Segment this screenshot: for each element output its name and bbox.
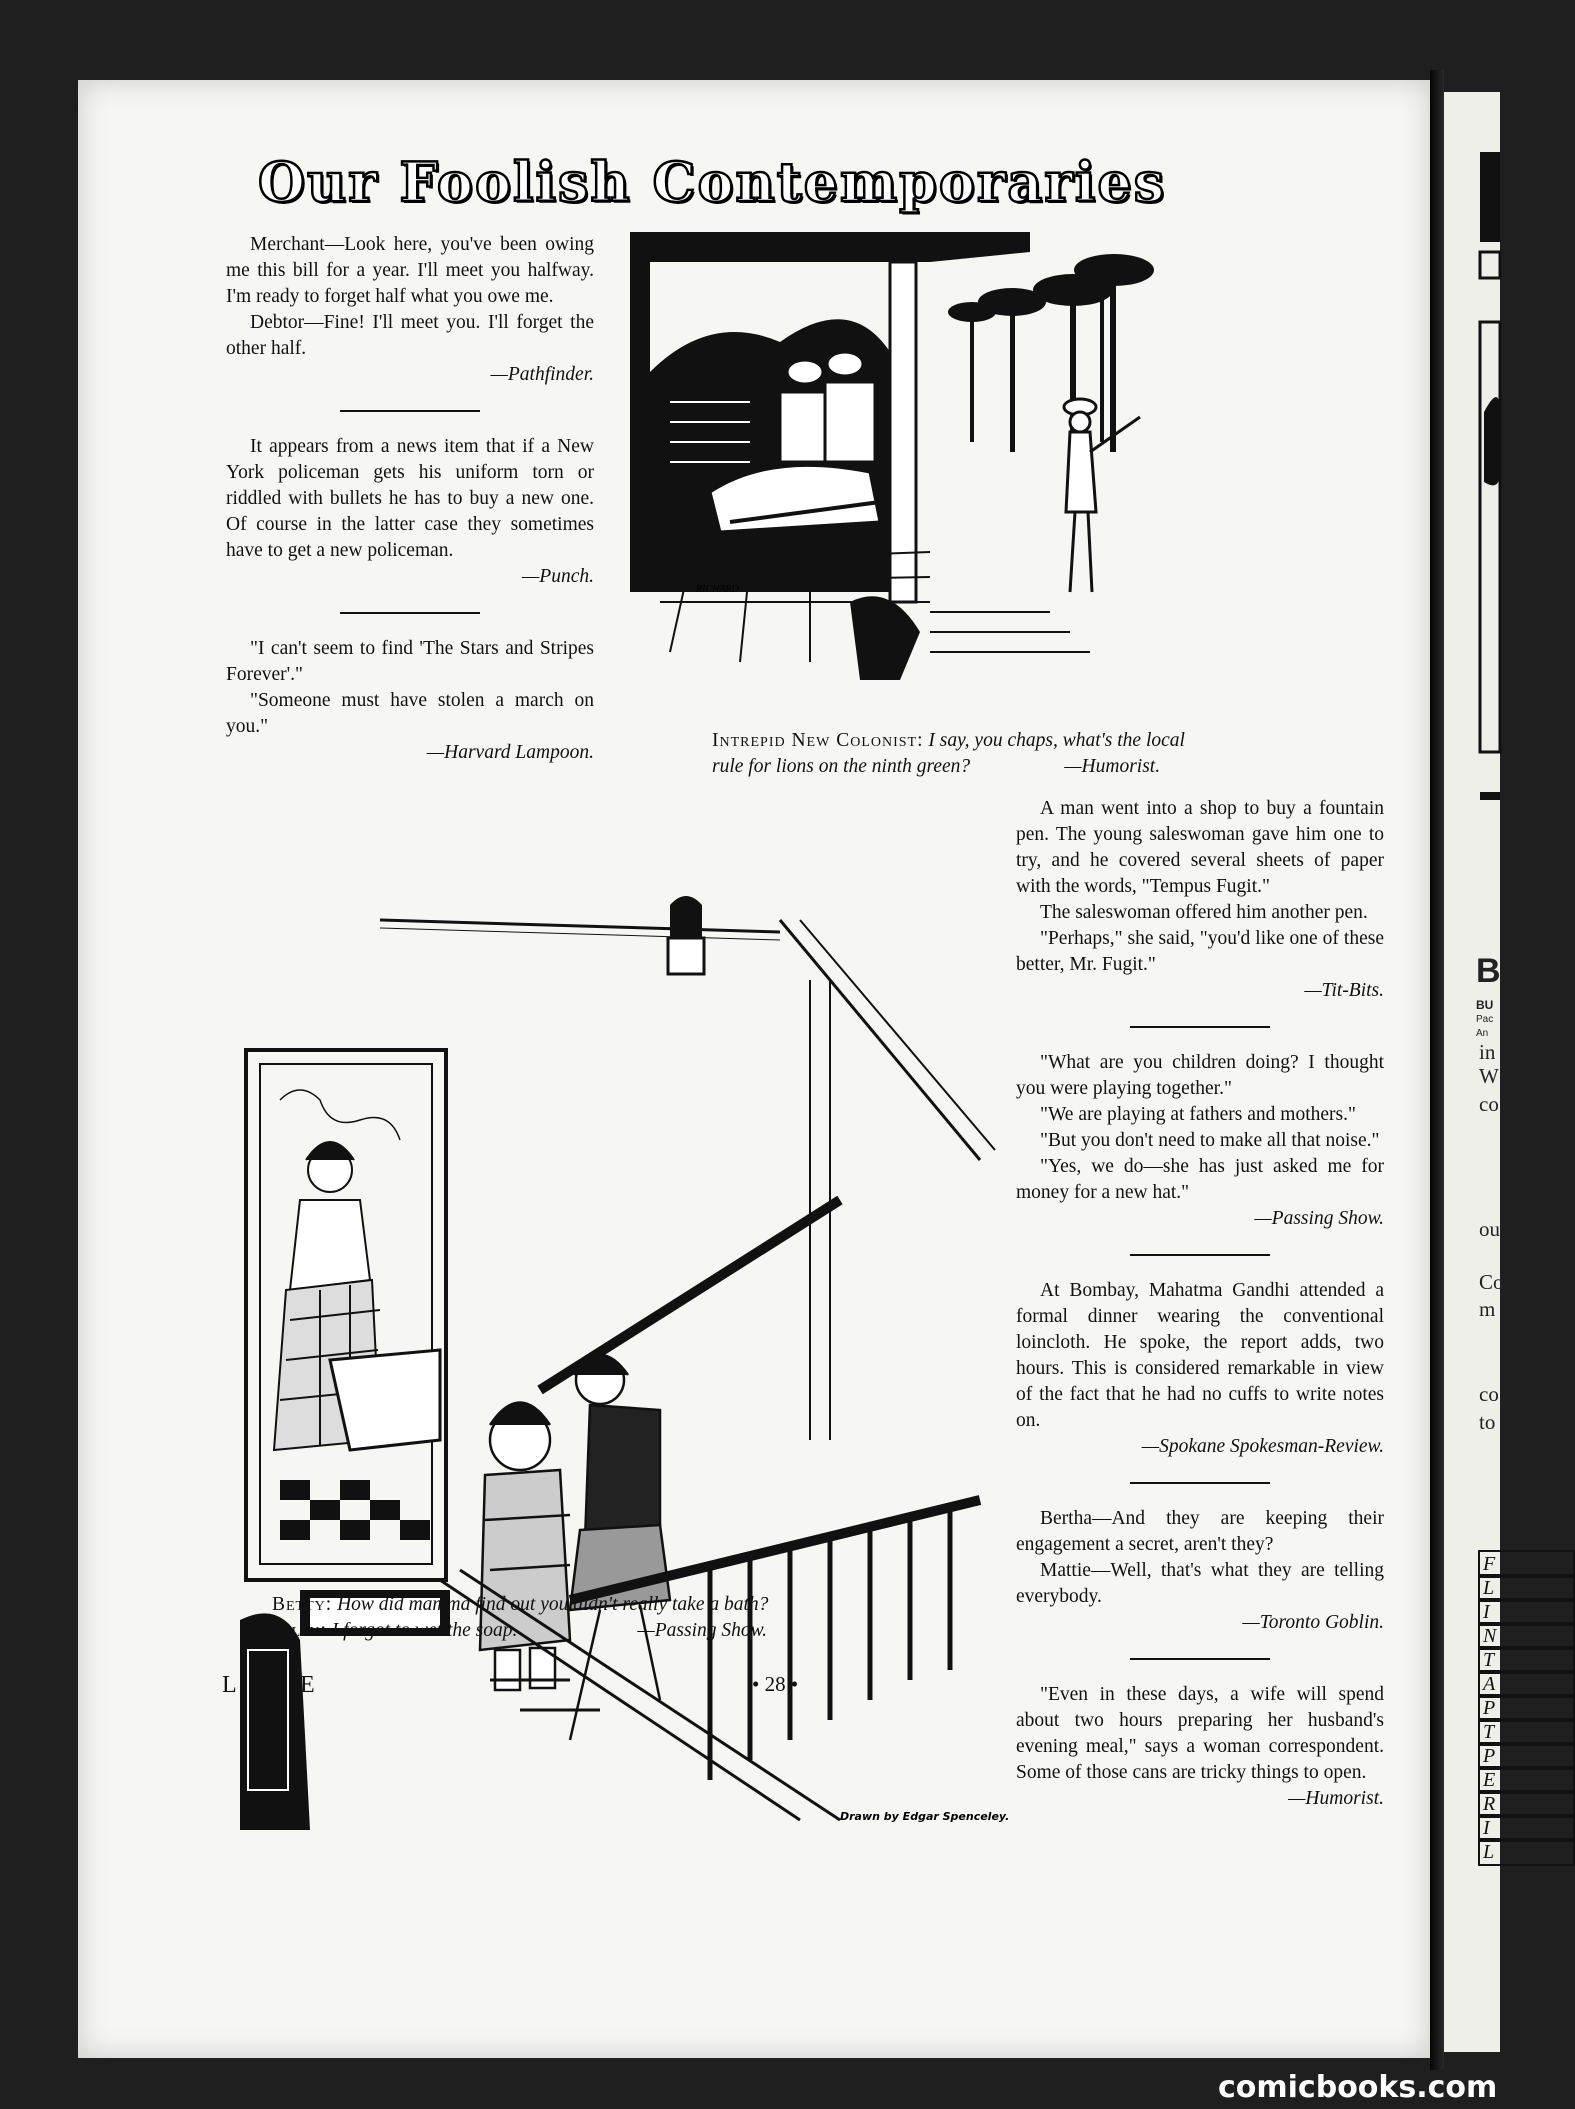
bath-drawing: [240, 880, 1010, 1830]
joke-paragraph: Mattie—Well, that's what they are telling everybody.: [1016, 1560, 1384, 1607]
facing-letter: BU: [1476, 998, 1494, 1012]
caption-text: I forgot to wet the soap.: [331, 1620, 518, 1641]
joke-paragraph: Bertha—And they are keeping their engagement a secret, aren't they?: [1016, 1508, 1384, 1555]
joke-paragraph: "Someone must have stolen a march on you.": [226, 690, 594, 737]
caption-text: I say, you chaps, what's the local: [928, 730, 1185, 751]
facing-box-letter: A: [1478, 1670, 1575, 1698]
joke-paragraph: "Even in these days, a wife will spend about two hours preparing her husband's evening meal," says a woman correspondent. Some of those cans are tricky things to open.: [1016, 1684, 1384, 1783]
facing-box-letter: I: [1478, 1598, 1575, 1626]
divider: [340, 612, 480, 614]
facing-letter: Pac: [1476, 1014, 1494, 1025]
joke-paragraph: A man went into a shop to buy a fountain pen. The young saleswoman gave him one to try, and he covered several sheets of paper with the words, "Tempus Fugit.": [1016, 798, 1384, 897]
page-title: Our Foolish Contemporaries: [258, 150, 1167, 214]
divider: [1130, 1026, 1270, 1028]
joke-tit-bits: [1016, 796, 1384, 1004]
divider: [1130, 1658, 1270, 1660]
joke-paragraph: Debtor—Fine! I'll meet you. I'll forget the other half.: [226, 312, 594, 359]
caption-speaker: Intrepid New Colonist:: [712, 730, 924, 751]
facing-letter: co: [1479, 1092, 1499, 1116]
facing-box-letter: T: [1478, 1646, 1575, 1674]
joke-source: —Pathfinder.: [490, 364, 594, 385]
facing-box-letter: I: [1478, 1814, 1575, 1842]
caption-source: —Passing Show.: [637, 1620, 768, 1641]
joke-paragraph: Merchant—Look here, you've been owing me this bill for a year. I'll meet you halfway. I'm ready to forget half what you owe me.: [226, 234, 594, 307]
joke-source: —Tit-Bits.: [1304, 980, 1384, 1001]
joke-source: —Punch.: [521, 566, 594, 587]
joke-paragraph: It appears from a news item that if a New York policeman gets his uniform torn or riddled with bullets he has to buy a new one. Of course in the latter case they sometimes have to get a new policeman.: [226, 436, 594, 561]
magazine-name: LIFE: [222, 1672, 329, 1698]
divider: [1130, 1254, 1270, 1256]
cartoon-caption-colonists: [712, 728, 1312, 780]
joke-pathfinder: [226, 232, 594, 388]
joke-source: —Harvard Lampoon.: [426, 742, 594, 763]
joke-humorist: [1016, 1682, 1384, 1812]
facing-box-letter: R: [1478, 1790, 1575, 1818]
facing-letter: B: [1476, 952, 1501, 990]
cartoon-caption-bath: [272, 1592, 992, 1644]
facing-box-letter: F: [1478, 1550, 1575, 1578]
facing-letter: An: [1476, 1028, 1489, 1039]
facing-letter: ou: [1479, 1217, 1500, 1241]
joke-lampoon: [226, 636, 594, 766]
cartoon-colonists: [630, 232, 1142, 680]
joke-passing-show: [1016, 1050, 1384, 1232]
facing-box-letter: P: [1478, 1694, 1575, 1722]
caption-line: [272, 1592, 992, 1618]
facing-letter: Co: [1479, 1270, 1504, 1294]
joke-punch: [226, 434, 594, 590]
facing-box-letter: P: [1478, 1742, 1575, 1770]
caption-speaker: Billy:: [272, 1620, 327, 1641]
joke-toronto-goblin: [1016, 1506, 1384, 1636]
divider: [340, 410, 480, 412]
caption-line: [712, 754, 1312, 780]
facing-letter: W: [1479, 1064, 1499, 1088]
cartoon-signature: RICHARD: [696, 584, 739, 595]
facing-box-letter: N: [1478, 1622, 1575, 1650]
facing-letter: to: [1479, 1410, 1496, 1434]
facing-box-letter: L: [1478, 1574, 1575, 1602]
joke-paragraph: At Bombay, Mahatma Gandhi attended a formal dinner wearing the conventional loincloth. He spoke, the report adds, two hours. This is considered remarkable in view of the fact that he had no cuffs to write notes on.: [1016, 1280, 1384, 1431]
divider: [1130, 1482, 1270, 1484]
cartoon-bath: [240, 880, 1010, 1830]
caption-line: [272, 1618, 992, 1644]
page-number: • 28 •: [752, 1672, 799, 1696]
facing-page-ornament: [1444, 92, 1500, 852]
joke-paragraph: "What are you children doing? I thought you were playing together.": [1016, 1052, 1384, 1099]
facing-box-letter: E: [1478, 1766, 1575, 1794]
caption-speaker: Betty:: [272, 1594, 333, 1615]
joke-source: —Toronto Goblin.: [1242, 1612, 1384, 1633]
joke-source: —Spokane Spokesman-Review.: [1141, 1436, 1384, 1457]
joke-paragraph: "But you don't need to make all that noise.": [1040, 1130, 1380, 1151]
caption-text: rule for lions on the ninth green?: [712, 756, 971, 777]
caption-line: [712, 728, 1312, 754]
facing-letter: in: [1479, 1040, 1496, 1064]
joke-source: —Humorist.: [1288, 1788, 1384, 1809]
left-column: [226, 232, 594, 766]
joke-paragraph: "Yes, we do—she has just asked me for money for a new hat.": [1016, 1156, 1384, 1203]
caption-source: —Humorist.: [1064, 756, 1161, 777]
watermark: comicbooks.com: [1218, 2070, 1498, 2105]
right-column: [1016, 796, 1384, 1812]
facing-letter: co: [1479, 1382, 1499, 1406]
joke-gandhi: [1016, 1278, 1384, 1460]
facing-letter: m: [1479, 1297, 1496, 1321]
joke-paragraph: The saleswoman offered him another pen.: [1040, 902, 1368, 923]
joke-paragraph: "We are playing at fathers and mothers.": [1040, 1104, 1356, 1125]
artist-credit: Drawn by Edgar Spenceley.: [840, 1810, 1010, 1823]
facing-page: [1444, 92, 1504, 2052]
page-spine: [1430, 70, 1444, 2070]
joke-source: —Passing Show.: [1254, 1208, 1384, 1229]
facing-box-letter: L: [1478, 1838, 1575, 1866]
caption-text: How did mamma find out you didn't really take a bath?: [337, 1594, 769, 1615]
colonists-drawing: [630, 232, 1142, 680]
joke-paragraph: "Perhaps," she said, "you'd like one of these better, Mr. Fugit.": [1016, 928, 1384, 975]
joke-paragraph: "I can't seem to find 'The Stars and Stripes Forever'.": [226, 638, 594, 685]
facing-box-letter: T: [1478, 1718, 1575, 1746]
